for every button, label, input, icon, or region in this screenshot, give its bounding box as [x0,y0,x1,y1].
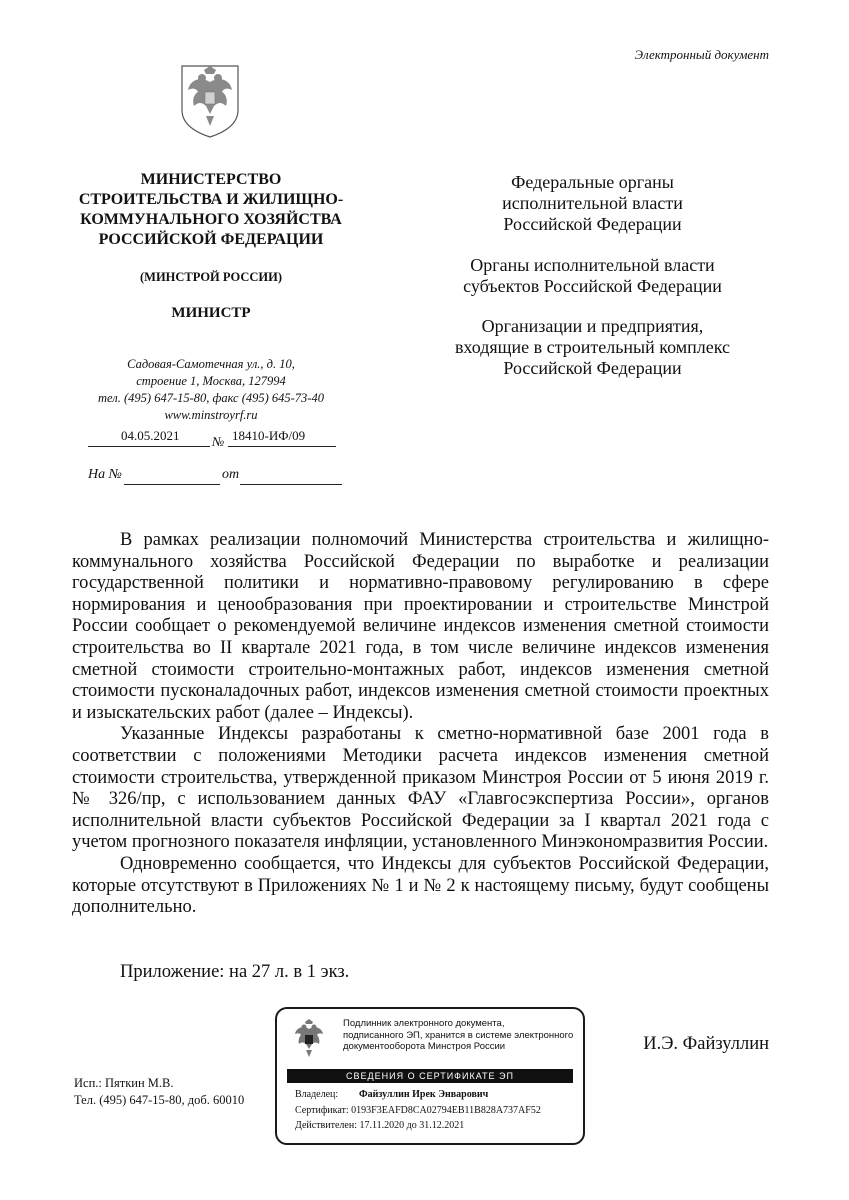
ministry-name-line: СТРОИТЕЛЬСТВА И ЖИЛИЩНО- [78,191,344,208]
executor-info [74,1075,244,1109]
registration-number: 18410-ИФ/09 [232,428,306,443]
addressee-line: входящие в строительный комплекс [454,337,731,357]
document-type-label: Электронный документ [634,47,769,62]
certificate-info-bar: СВЕДЕНИЯ О СЕРТИФИКАТЕ ЭП [287,1069,573,1083]
ministry-short-name: (МИНСТРОЙ РОССИИ) [139,270,282,284]
sender-position: МИНИСТР [171,305,251,321]
reference-from: от [222,467,240,482]
addressee-line: Федеральные органы [511,172,674,192]
number-sign: № [212,434,225,449]
certificate-owner-row [295,1089,488,1100]
addressee-line: субъектов Российской Федерации [463,276,722,296]
owner-label: Владелец: [295,1089,339,1100]
ministry-name-line: РОССИЙСКОЙ ФЕДЕРАЦИИ [98,231,324,248]
registration-date: 04.05.2021 [121,428,180,443]
address-line: тел. (495) 647-15-80, факс (495) 645-73-40 [98,391,324,405]
body-paragraph: В рамках реализации полномочий Министерства строительства и жилищно-коммунального хозяйства Российской Федерации по выработке и реализации государственной политики и нормативно-правовому регулированию в сфере нормирования и ценообразования при проектировании и строительстве Минстрой России сообщает о рекомендуемой величине индексов изменения сметной стоимости строительства во II квартале 2021 года, в том числе величине индексов изменения сметной стоимости строительно-монтажных работ, индексов изменения сметной стоимости пусконаладочных работ, индексов изменения сметной стоимости проектных и изыскательских работ (далее – Индексы). [72,530,769,723]
addressee-block [420,172,765,235]
owner-name: Файзуллин Ирек Энварович [359,1089,489,1100]
address-line: строение 1, Москва, 127994 [136,374,286,388]
coat-of-arms-icon [289,1017,329,1065]
signer-name: И.Э. Файзуллин [643,1034,769,1054]
certificate-serial: Сертификат: 0193F3EAFD8CA02794EB11B828A737AF52 [295,1105,541,1116]
addressee-line: Организации и предприятия, [481,316,704,336]
executor-phone: Тел. (495) 647-15-80, доб. 60010 [74,1093,245,1107]
addressee-block [420,255,765,297]
reference-date-blank [240,484,342,485]
registration-line [88,424,340,448]
stamp-notice-line: подписанного ЭП, хранится в системе электронного [343,1029,574,1041]
attachment-note: Приложение: на 27 л. в 1 экз. [120,962,350,982]
address-line: www.minstroyrf.ru [164,408,258,422]
address-line: Садовая-Самотечная ул., д. 10, [127,357,295,371]
reference-number-blank [124,484,220,485]
ministry-name [62,170,360,250]
ministry-name-line: КОММУНАЛЬНОГО ХОЗЯЙСТВА [80,211,342,228]
number-underline [228,446,336,447]
stamp-notice [343,1018,581,1053]
addressee-block [420,316,765,379]
coat-of-arms-icon [178,62,242,140]
addressee-line: Российской Федерации [503,214,682,234]
letter-body [72,530,769,919]
electronic-signature-stamp [275,1007,585,1145]
certificate-validity: Действителен: 17.11.2020 до 31.12.2021 [295,1120,465,1131]
ministry-name-line: МИНИСТЕРСТВО [140,171,282,188]
addressee-line: исполнительной власти [502,193,683,213]
body-paragraph: Указанные Индексы разработаны к сметно-нормативной базе 2001 года в соответствии с положениями Методики расчета индексов изменения сметной стоимости строительства, утвержденной приказом Минстроя России от 5 июня 2019 г. № 326/пр, с использованием данных ФАУ «Главгосэкспертиза России», органов исполнительной власти субъектов Российской Федерации за I квартал 2021 года с учетом прогнозного показателя инфляции, установленного Минэкономразвития России. [72,724,769,853]
body-paragraph: Одновременно сообщается, что Индексы для субъектов Российской Федерации, которые отсутствуют в Приложениях № 1 и № 2 к настоящему письму, будут сообщены дополнительно. [72,853,769,918]
reference-prefix: На № [88,467,122,482]
date-underline [88,446,210,447]
stamp-notice-line: документооборота Минстроя России [343,1041,506,1052]
addressee-line: Органы исполнительной власти [470,255,715,275]
sender-address [62,356,360,424]
executor-name: Исп.: Пяткин М.В. [74,1076,174,1090]
addressee-line: Российской Федерации [503,358,682,378]
stamp-notice-line: Подлинник электронного документа, [343,1018,505,1029]
reference-line [88,467,348,487]
